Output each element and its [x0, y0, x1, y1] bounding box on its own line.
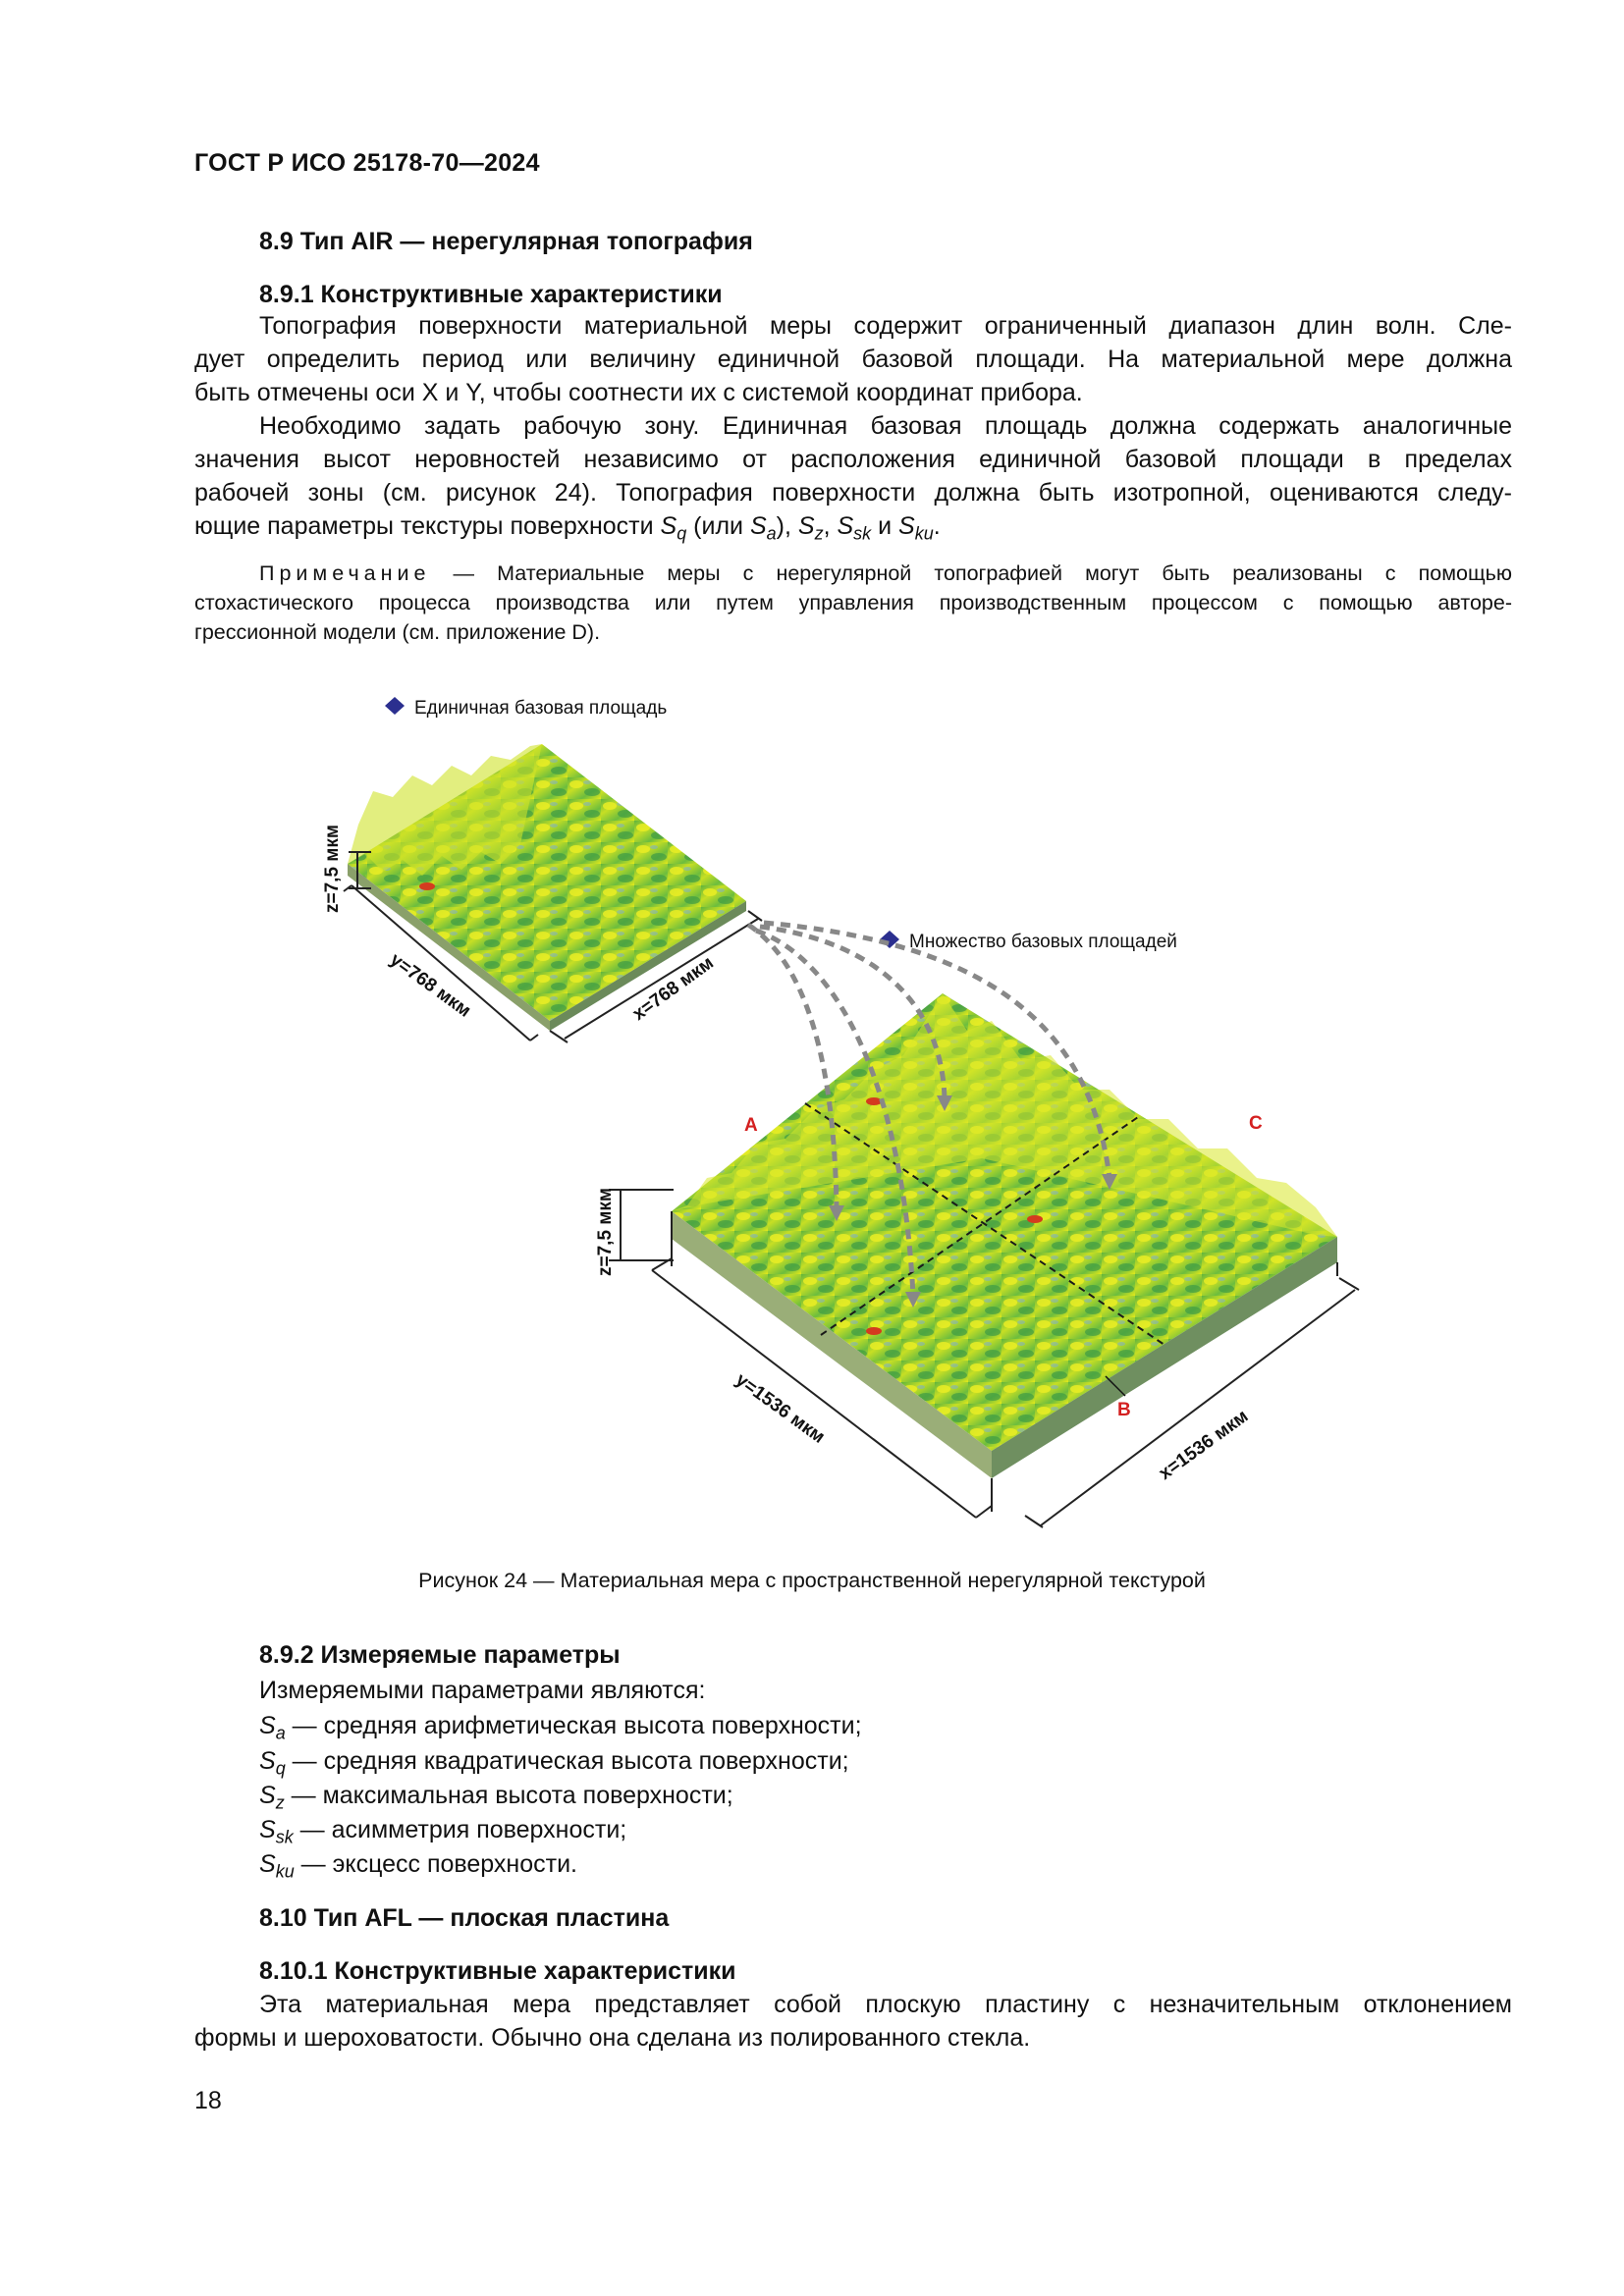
big-z-label: z=7,5 мкм: [595, 1188, 616, 1276]
paragraph-line: значения высот неровностей независимо от расположения единичной базовой площади в пределах: [194, 446, 1512, 473]
note-line: грессионной модели (см. приложение D).: [194, 620, 601, 644]
section-title: 8.10 Тип AFL — плоская пластина: [259, 1904, 670, 1932]
paragraph-line-with-params: ющие параметры текстуры поверхности $S_q$ (или $S_a$), $S_z$, $S_{sk}$ и $S_{ku}$.: [194, 512, 941, 544]
params-intro: Измеряемыми параметрами являются:: [259, 1677, 706, 1704]
section-title: 8.9 Тип AIR — нерегулярная топография: [259, 228, 753, 255]
figure-caption: Рисунок 24 — Материальная мера с пространственной нерегулярной текстурой: [418, 1569, 1206, 1592]
paragraph-line: формы и шероховатости. Обычно она сделана из полированного стекла.: [194, 2024, 1031, 2052]
paragraph-line: дует определить период или величину единичной базовой площади. На материальной мере должна: [194, 346, 1512, 373]
paragraph-line: Топография поверхности материальной меры содержит ограниченный диапазон длин волн. Сле-: [259, 312, 1512, 340]
small-y-label: y=768 мкм: [386, 949, 475, 1022]
param-item: $S_{ku}$ — эксцесс поверхности.: [259, 1850, 577, 1882]
note-label: Примечание: [259, 561, 431, 585]
page-number: 18: [194, 2087, 222, 2114]
big-y-label: y=1536 мкм: [731, 1369, 829, 1448]
paragraph-line: быть отмечены оси X и Y, чтобы соотнести их с системой координат прибора.: [194, 379, 1083, 406]
point-b-label: B: [1117, 1400, 1131, 1420]
point-c-label: C: [1249, 1113, 1263, 1134]
legend-diamond-icon: [385, 697, 405, 715]
param-item: $S_a$ — средняя арифметическая высота поверхности;: [259, 1712, 862, 1743]
small-x-label: x=768 мкм: [628, 952, 718, 1026]
point-a-label: A: [744, 1115, 758, 1136]
note-line: Примечание — Материальные меры с нерегулярной топографией могут быть реализованы с помощью: [259, 561, 1512, 585]
param-item: $S_{sk}$ — асимметрия поверхности;: [259, 1816, 627, 1847]
small-z-label: z=7,5 мкм: [322, 825, 343, 913]
big-z-dimension: [609, 1190, 674, 1266]
subsection-title: 8.9.2 Измеряемые параметры: [259, 1641, 621, 1669]
paragraph-line: рабочей зоны (см. рисунок 24). Топография поверхности должна быть изотропной, оцениваются следу-: [194, 479, 1512, 507]
paragraph-line: Эта материальная мера представляет собой плоскую пластину с незначительным отклонением: [259, 1991, 1512, 2018]
document-header: ГОСТ Р ИСО 25178-70—2024: [194, 149, 540, 177]
subsection-title: 8.9.1 Конструктивные характеристики: [259, 281, 723, 308]
legend-multiple-areas: Множество базовых площадей: [909, 932, 1177, 952]
param-item: $S_z$ — максимальная высота поверхности;: [259, 1782, 733, 1813]
paragraph-line: Необходимо задать рабочую зону. Единичная базовая площадь должна содержать аналогичные: [259, 412, 1512, 440]
note-line: стохастического процесса производства или путем управления производственным процессом с помощью авторе-: [194, 591, 1512, 614]
subsection-title: 8.10.1 Конструктивные характеристики: [259, 1957, 736, 1985]
legend-unit-area: Единичная базовая площадь: [414, 698, 668, 719]
param-item: $S_q$ — средняя квадратическая высота поверхности;: [259, 1747, 849, 1779]
big-x-label: x=1536 мкм: [1155, 1406, 1253, 1485]
